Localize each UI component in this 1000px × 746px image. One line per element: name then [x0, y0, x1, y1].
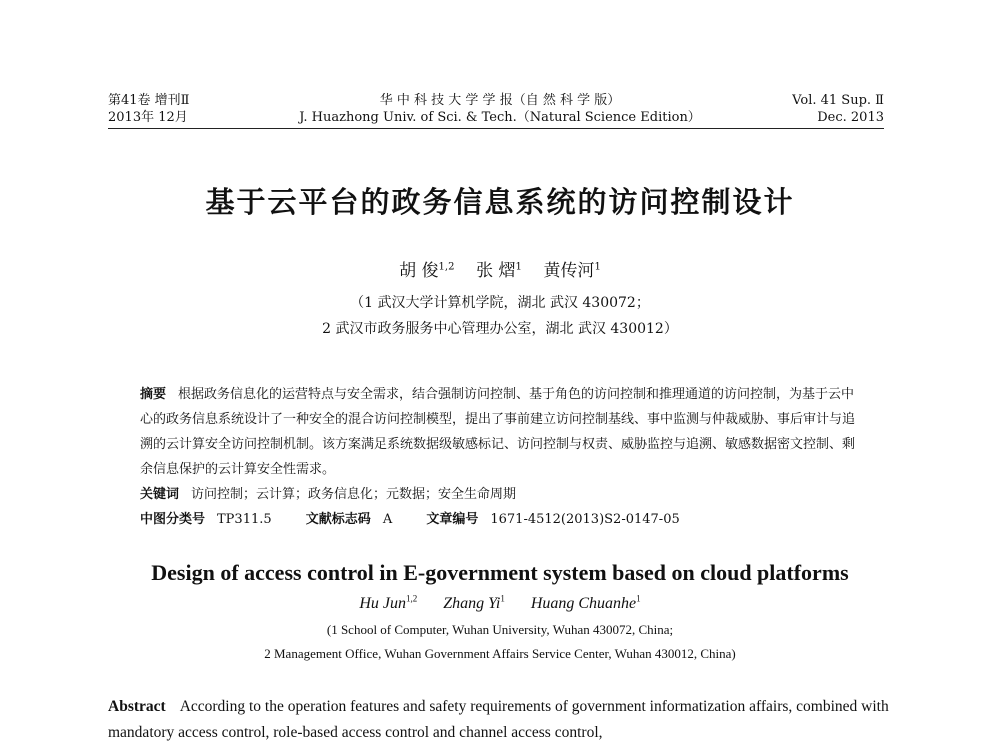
affiliation-en-1: (1 School of Computer, Wuhan University, Wuhan 430072, China; [326, 622, 674, 637]
journal-volume-info-en [792, 92, 884, 126]
author-en: Hu Jun$^{1,2}$ [359, 594, 418, 613]
author-zh: 胡 俊$^{1,2}$ [399, 261, 455, 281]
abstract-zh [140, 382, 860, 507]
doc-code-label: 文献标志码 [305, 512, 371, 527]
author-list-en [0, 594, 1000, 613]
journal-title-block [280, 92, 720, 126]
year-month: 2013年 12月 [108, 110, 188, 125]
abstract-label-zh: 摘要 [140, 387, 167, 402]
keywords-label-zh: 关键词 [140, 487, 180, 502]
clc-value: TP311.5 [217, 512, 272, 527]
header-rule [108, 128, 884, 129]
volume-issue: 第41卷 增刊Ⅱ [108, 93, 190, 108]
volume-issue-en: Vol. 41 Sup. Ⅱ [792, 93, 884, 108]
keywords-text-zh: 访问控制；云计算；政务信息化；元数据；安全生命周期 [191, 487, 517, 502]
clc-label: 中图分类号 [140, 512, 206, 527]
affiliation-zh-1: （1 武汉大学计算机学院，湖北 武汉 430072； [350, 295, 650, 311]
classification-line [140, 508, 686, 527]
abstract-text-en: According to the operation features and safety requirements of government informatization affairs, combined with mandatory access control, role-based access control and channel access control, [108, 698, 889, 741]
keywords-zh [140, 482, 860, 507]
author-list-zh [0, 256, 1000, 281]
author-zh: 黄传河$^1$ [543, 261, 601, 281]
abstract-label-en: Abstract [108, 698, 166, 715]
author-zh: 张 熠$^1$ [476, 261, 522, 281]
author-en: Huang Chuanhe$^1$ [530, 594, 641, 613]
paper-title-en: Design of access control in E-government system based on cloud platforms [151, 560, 849, 585]
affiliation-zh-2: 2 武汉市政务服务中心管理办公室，湖北 武汉 430012） [322, 321, 678, 337]
journal-volume-info [108, 92, 190, 126]
doc-code-value: A [382, 512, 393, 527]
abstract-text-zh: 根据政务信息化的运营特点与安全需求，结合强制访问控制、基于角色的访问控制和推理通道的访问控制，为基于云中心的政务信息系统设计了一种安全的混合访问控制模型，提出了事前建立访问控制基线、事中监测与仲裁威胁、事后审计与追溯的云计算安全访问控制机制。该方案满足系统数据级敏感标记、访问控制与权责、威胁监控与追溯、敏感数据密文控制、剩余信息保护的云计算安全性需求。 [140, 387, 856, 477]
paper-title-zh: 基于云平台的政务信息系统的访问控制设计 [205, 185, 795, 219]
affiliation-en-2: 2 Management Office, Wuhan Government Affairs Service Center, Wuhan 430012, China) [264, 646, 736, 661]
journal-title-zh: 华 中 科 技 大 学 学 报（自 然 科 学 版） [379, 93, 621, 108]
article-no-value: 1671-4512(2013)S2-0147-05 [490, 512, 680, 527]
journal-title-en: J. Huazhong Univ. of Sci. & Tech.（Natural Science Edition） [299, 110, 701, 125]
author-en: Zhang Yi$^1$ [443, 594, 505, 613]
article-no-label: 文章编号 [426, 512, 479, 527]
abstract-en [108, 694, 890, 746]
date-en: Dec. 2013 [817, 110, 884, 125]
